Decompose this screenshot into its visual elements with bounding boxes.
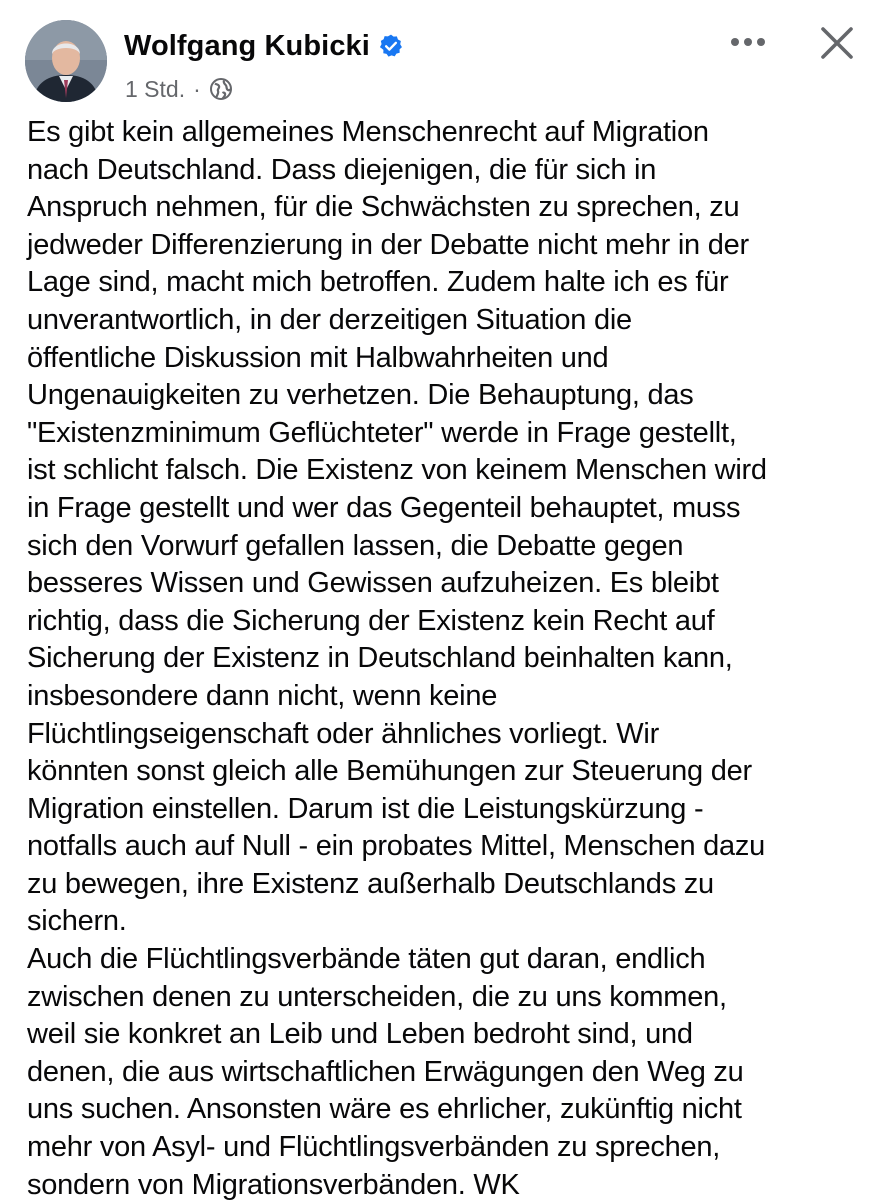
post-timestamp[interactable]: 1 Std. xyxy=(125,75,186,102)
post-text xyxy=(27,114,872,1204)
author-row xyxy=(124,26,404,66)
post-header xyxy=(0,0,883,118)
post-text-line: Sicherung der Existenz in Deutschland beinhalten kann, xyxy=(27,642,733,675)
post-text-line: Lage sind, macht mich betroffen. Zudem halte ich es für xyxy=(27,266,729,299)
post-text-line: zu bewegen, ihre Existenz außerhalb Deutschlands zu xyxy=(27,867,714,900)
post-meta xyxy=(125,74,233,104)
author-name[interactable]: Wolfgang Kubicki xyxy=(124,29,370,62)
post-text-line: in Frage gestellt und wer das Gegenteil behauptet, muss xyxy=(27,491,741,524)
post-text-line: zwischen denen zu unterscheiden, die zu uns kommen, xyxy=(27,980,727,1013)
close-button[interactable] xyxy=(812,18,862,68)
post-text-line: insbesondere dann nicht, wenn keine xyxy=(27,679,498,712)
post-text-line: jedweder Differenzierung in der Debatte nicht mehr in der xyxy=(27,228,749,261)
post-text-line: öffentliche Diskussion mit Halbwahrheiten und xyxy=(27,341,609,374)
post-text-line: besseres Wissen und Gewissen aufzuheizen. Es bleibt xyxy=(27,567,719,600)
post-text-line: Anspruch nehmen, für die Schwächsten zu sprechen, zu xyxy=(27,191,740,224)
post-text-line: notfalls auch auf Null - ein probates Mittel, Menschen dazu xyxy=(27,830,766,863)
post-text-line: "Existenzminimum Geflüchteter" werde in Frage gestellt, xyxy=(27,416,737,449)
author-avatar[interactable] xyxy=(25,20,107,102)
post-text-line: denen, die aus wirtschaftlichen Erwägungen den Weg zu xyxy=(27,1055,744,1088)
meta-separator: · xyxy=(193,75,201,102)
post-text-line: Es gibt kein allgemeines Menschenrecht auf Migration xyxy=(27,116,709,148)
post-text-line: nach Deutschland. Dass diejenigen, die für sich in xyxy=(27,153,657,186)
post-text-line: könnten sonst gleich alle Bemühungen zur Steuerung der xyxy=(27,755,752,788)
post-text-line: mehr von Asyl- und Flüchtlingsverbänden zu sprechen, xyxy=(27,1131,721,1164)
post-text-line: weil sie konkret an Leib und Leben bedroht sind, und xyxy=(27,1018,693,1051)
close-icon xyxy=(820,26,854,60)
post-text-line: richtig, dass die Sicherung der Existenz kein Recht auf xyxy=(27,604,715,637)
post-text-line: Auch die Flüchtlingsverbände täten gut daran, endlich xyxy=(27,943,706,976)
more-options-button[interactable] xyxy=(722,22,774,62)
more-horizontal-icon xyxy=(728,36,768,48)
post-text-line: sondern von Migrationsverbänden. WK xyxy=(27,1168,520,1201)
post-text-line: sichern. xyxy=(27,905,127,938)
post-text-line: Flüchtlingseigenschaft oder ähnliches vorliegt. Wir xyxy=(27,717,660,750)
post-text-line: Ungenauigkeiten zu verhetzen. Die Behauptung, das xyxy=(27,379,694,412)
post-text-line: ist schlicht falsch. Die Existenz von keinem Menschen wird xyxy=(27,454,767,487)
globe-icon xyxy=(209,77,233,101)
post-text-line: Migration einstellen. Darum ist die Leistungskürzung - xyxy=(27,792,704,825)
post-text-line: sich den Vorwurf gefallen lassen, die Debatte gegen xyxy=(27,529,684,562)
post-text-line: uns suchen. Ansonsten wäre es ehrlicher, zukünftig nicht xyxy=(27,1093,742,1126)
post-text-line: unverantwortlich, in der derzeitigen Situation die xyxy=(27,303,632,336)
verified-badge-icon xyxy=(378,33,404,59)
